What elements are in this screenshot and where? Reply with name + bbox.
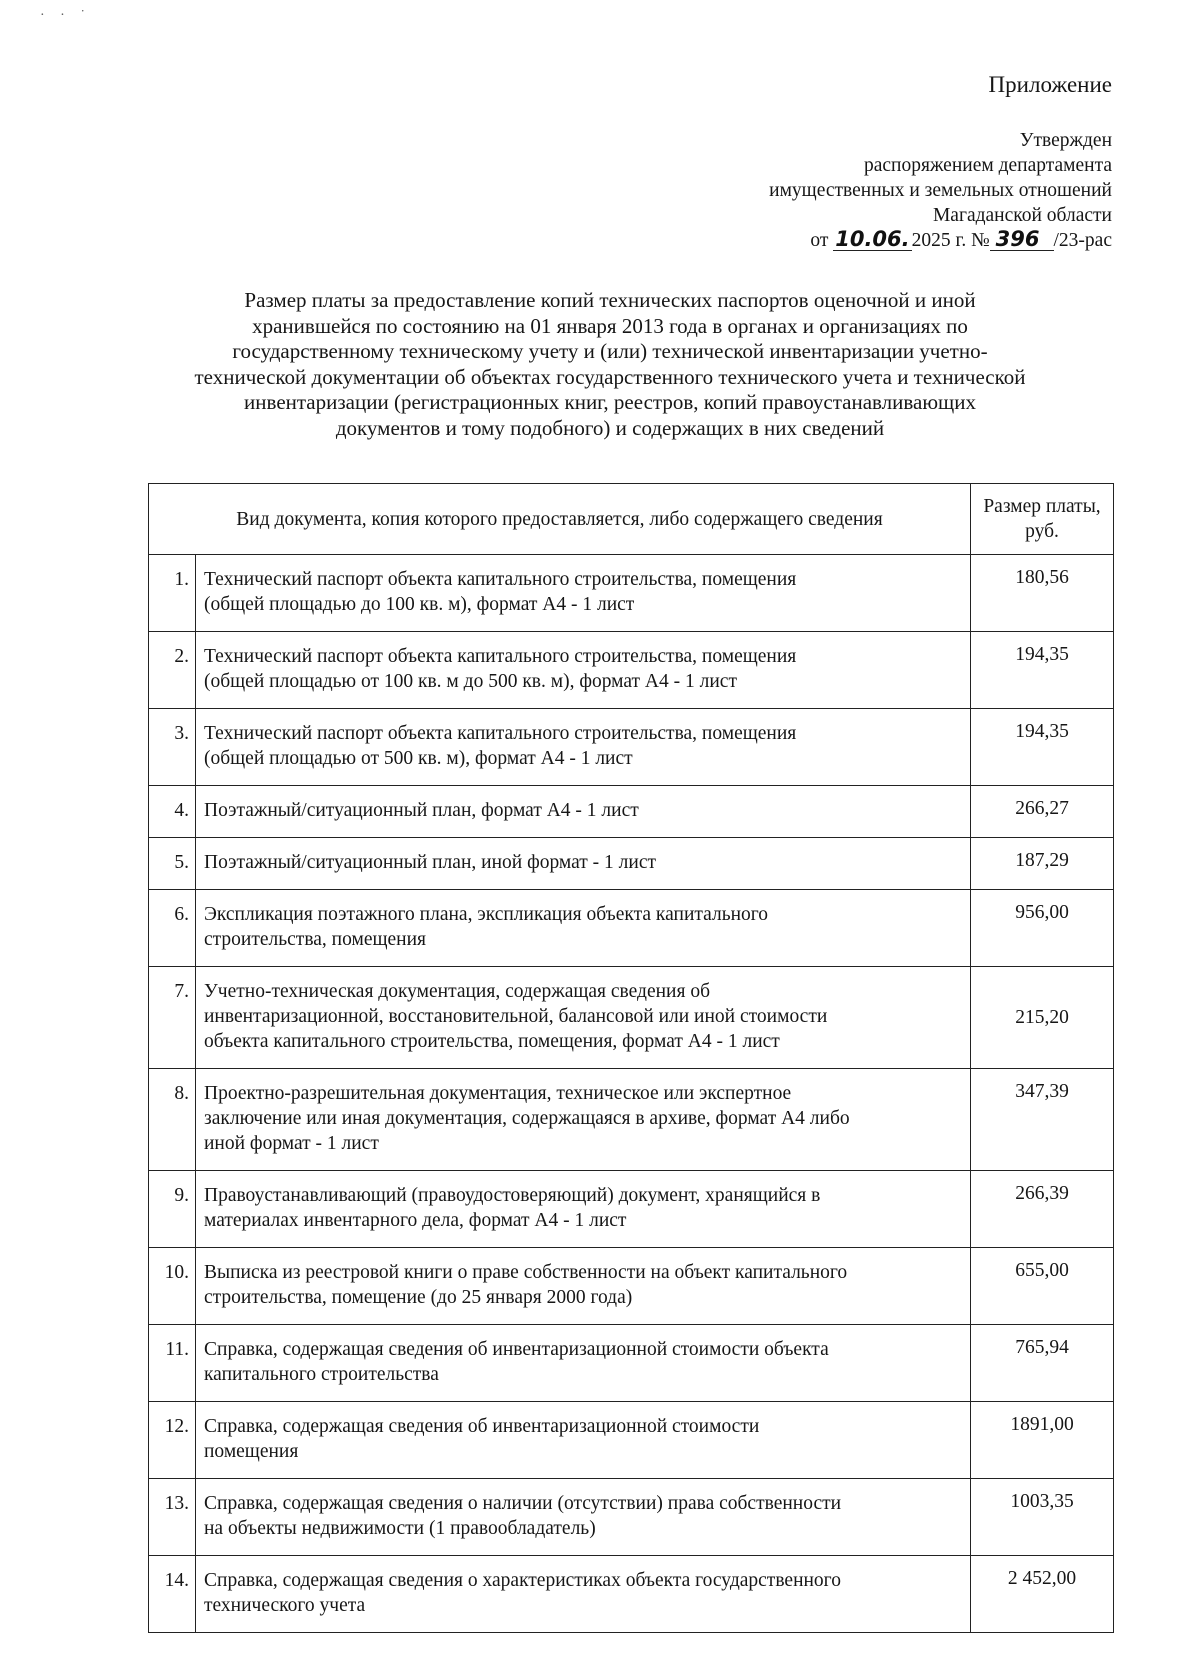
row-price: 1891,00 xyxy=(971,1402,1114,1479)
row-price: 215,20 xyxy=(971,967,1114,1069)
description-line: Справка, содержащая сведения о характеристиках объекта государственного xyxy=(204,1570,841,1591)
row-number: 11. xyxy=(149,1325,196,1402)
table-row xyxy=(149,1325,1114,1402)
row-description xyxy=(196,1402,971,1479)
row-number: 4. xyxy=(149,786,196,838)
row-description xyxy=(196,709,971,786)
row-description xyxy=(196,890,971,967)
description-line: технического учета xyxy=(204,1595,366,1616)
description-line: Технический паспорт объекта капитального строительства, помещения xyxy=(204,723,797,744)
row-number: 13. xyxy=(149,1479,196,1556)
row-number: 6. xyxy=(149,890,196,967)
table-body xyxy=(149,555,1114,1633)
table-row xyxy=(149,890,1114,967)
row-number: 9. xyxy=(149,1171,196,1248)
description-line: строительства, помещения xyxy=(204,929,427,950)
row-number: 7. xyxy=(149,967,196,1069)
header-price: Размер платы, руб. xyxy=(971,484,1114,555)
row-price: 194,35 xyxy=(971,632,1114,709)
table-row xyxy=(149,1556,1114,1633)
row-description xyxy=(196,555,971,632)
approval-line: имущественных и земельных отношений xyxy=(769,180,1112,201)
table-row xyxy=(149,1479,1114,1556)
table-row xyxy=(149,1171,1114,1248)
row-description xyxy=(196,786,971,838)
description-line: Экспликация поэтажного плана, экспликация объекта капитального xyxy=(204,904,769,925)
row-description xyxy=(196,1069,971,1171)
fee-table xyxy=(148,483,1114,1633)
description-line: Справка, содержащая сведения о наличии (отсутствии) права собственности xyxy=(204,1493,842,1514)
row-price: 180,56 xyxy=(971,555,1114,632)
description-line: Справка, содержащая сведения об инвентаризационной стоимости объекта xyxy=(204,1339,829,1360)
description-line: Поэтажный/ситуационный план, формат А4 - 1 лист xyxy=(204,800,639,821)
description-line: Учетно-техническая документация, содержащая сведения об xyxy=(204,981,711,1002)
description-line: Правоустанавливающий (правоудостоверяющий) документ, хранящийся в xyxy=(204,1185,821,1206)
order-reference xyxy=(769,228,1112,253)
row-price: 2 452,00 xyxy=(971,1556,1114,1633)
row-price: 1003,35 xyxy=(971,1479,1114,1556)
document-title xyxy=(120,288,1100,441)
description-line: материалах инвентарного дела, формат А4 - 1 лист xyxy=(204,1210,627,1231)
description-line: объекта капитального строительства, помещения, формат А4 - 1 лист xyxy=(204,1031,780,1052)
description-line: иной формат - 1 лист xyxy=(204,1133,379,1154)
description-line: Выписка из реестровой книги о праве собственности на объект капитального xyxy=(204,1262,848,1283)
order-year: 2025 г. № xyxy=(911,230,990,251)
row-number: 2. xyxy=(149,632,196,709)
table-header-row xyxy=(149,484,1114,555)
description-line: Технический паспорт объекта капитального строительства, помещения xyxy=(204,569,797,590)
row-description xyxy=(196,1479,971,1556)
table-row xyxy=(149,786,1114,838)
order-suffix: /23-рас xyxy=(1053,230,1112,251)
row-number: 14. xyxy=(149,1556,196,1633)
row-price: 956,00 xyxy=(971,890,1114,967)
row-description xyxy=(196,967,971,1069)
description-line: (общей площадью до 100 кв. м), формат А4 - 1 лист xyxy=(204,594,635,615)
table-row xyxy=(149,967,1114,1069)
row-number: 1. xyxy=(149,555,196,632)
table-row xyxy=(149,1069,1114,1171)
row-price: 347,39 xyxy=(971,1069,1114,1171)
description-line: Технический паспорт объекта капитального строительства, помещения xyxy=(204,646,797,667)
row-number: 12. xyxy=(149,1402,196,1479)
appendix-label: Приложение xyxy=(988,72,1112,97)
title-line: государственному техническому учету и (или) технической инвентаризации учетно- xyxy=(232,339,988,363)
row-price: 765,94 xyxy=(971,1325,1114,1402)
description-line: заключение или иная документация, содержащаяся в архиве, формат А4 либо xyxy=(204,1108,850,1129)
row-number: 8. xyxy=(149,1069,196,1171)
row-description xyxy=(196,632,971,709)
description-line: на объекты недвижимости (1 правообладатель) xyxy=(204,1518,596,1539)
row-price: 187,29 xyxy=(971,838,1114,890)
row-price: 655,00 xyxy=(971,1248,1114,1325)
row-number: 5. xyxy=(149,838,196,890)
row-price: 194,35 xyxy=(971,709,1114,786)
table-row xyxy=(149,838,1114,890)
title-line: инвентаризации (регистрационных книг, реестров, копий правоустанавливающих xyxy=(244,390,976,414)
table-row xyxy=(149,709,1114,786)
order-number-handwritten: 396 xyxy=(990,228,1054,251)
row-description xyxy=(196,838,971,890)
order-prefix: от xyxy=(810,230,829,251)
title-line: технической документации об объектах государственного технического учета и технической xyxy=(194,364,1026,389)
description-line: (общей площадью от 100 кв. м до 500 кв. м), формат А4 - 1 лист xyxy=(204,671,737,692)
approval-line: Утвержден xyxy=(1019,130,1112,151)
row-description xyxy=(196,1556,971,1633)
description-line: Справка, содержащая сведения об инвентаризационной стоимости xyxy=(204,1416,760,1437)
description-line: инвентаризационной, восстановительной, балансовой или иной стоимости xyxy=(204,1006,828,1027)
row-description xyxy=(196,1325,971,1402)
description-line: Поэтажный/ситуационный план, иной формат - 1 лист xyxy=(204,852,656,873)
row-price: 266,27 xyxy=(971,786,1114,838)
description-line: помещения xyxy=(204,1441,299,1462)
description-line: строительства, помещение (до 25 января 2000 года) xyxy=(204,1287,633,1308)
approval-line: Магаданской области xyxy=(932,205,1112,226)
row-description xyxy=(196,1171,971,1248)
description-line: капитального строительства xyxy=(204,1364,439,1385)
title-line: Размер платы за предоставление копий технических паспортов оценочной и иной xyxy=(244,288,976,312)
title-line: документов и тому подобного) и содержащих в них сведений xyxy=(335,415,885,440)
order-date-handwritten: 10.06. xyxy=(835,227,910,251)
approval-line: распоряжением департамента xyxy=(864,155,1112,176)
row-number: 10. xyxy=(149,1248,196,1325)
approval-block xyxy=(769,128,1112,253)
description-line: (общей площадью от 500 кв. м), формат А4 - 1 лист xyxy=(204,748,633,769)
table-row xyxy=(149,632,1114,709)
scan-artifact-marks: · · ˙ xyxy=(40,8,91,23)
header-document-type: Вид документа, копия которого предоставляется, либо содержащего сведения xyxy=(149,484,971,555)
table-row xyxy=(149,555,1114,632)
title-line: хранившейся по состоянию на 01 января 2013 года в органах и организациях по xyxy=(252,313,968,338)
row-price: 266,39 xyxy=(971,1171,1114,1248)
row-number: 3. xyxy=(149,709,196,786)
table-row xyxy=(149,1402,1114,1479)
description-line: Проектно-разрешительная документация, техническое или экспертное xyxy=(204,1083,792,1104)
table-row xyxy=(149,1248,1114,1325)
row-description xyxy=(196,1248,971,1325)
